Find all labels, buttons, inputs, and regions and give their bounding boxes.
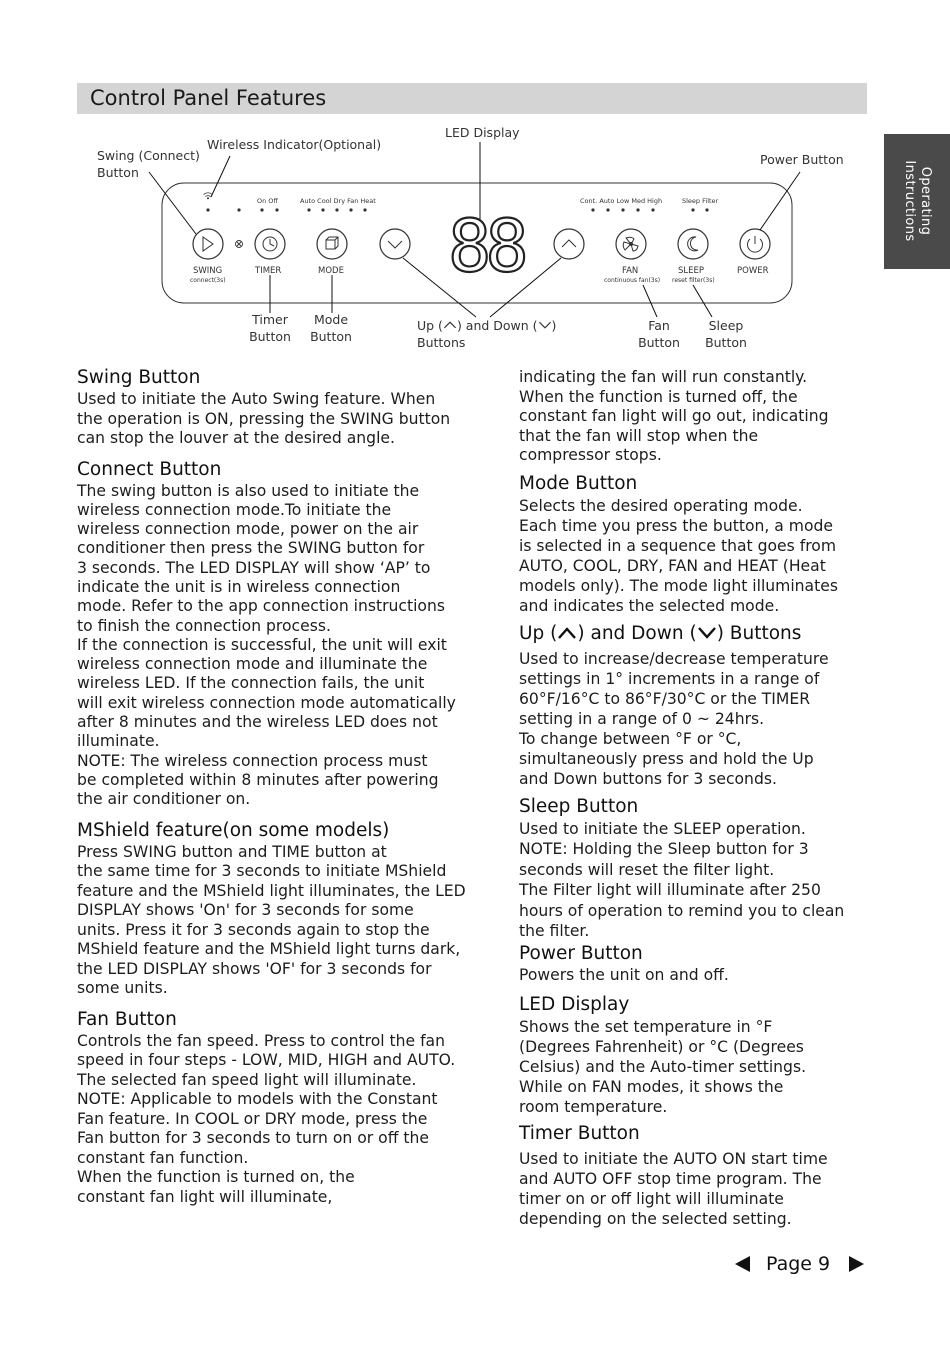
mshield-icon	[236, 241, 243, 248]
swing-leader	[149, 172, 196, 234]
section-body	[519, 649, 874, 789]
text-line: Celsius) and the Auto-timer settings.	[519, 1058, 807, 1076]
sleep-leader	[693, 285, 712, 317]
sleep-indicator-label: Sleep Filter	[682, 197, 719, 205]
section-body	[519, 1017, 874, 1117]
text-line: AUTO, COOL, DRY, FAN and HEAT (Heat	[519, 556, 826, 575]
chevron-up-icon	[562, 240, 576, 247]
indicator-dot	[636, 208, 639, 211]
text-line: constant fan light will go out, indicating	[519, 407, 829, 425]
section-body	[519, 966, 874, 986]
fan-indicator-label: Cont. Auto Low Med High	[580, 197, 663, 205]
text-line: some units.	[77, 979, 168, 998]
chevron-down-icon	[697, 626, 717, 640]
wireless-leader	[211, 156, 230, 197]
text-line: DISPLAY shows 'On' for 3 seconds for some	[77, 901, 414, 920]
fan-button-label: FAN	[622, 266, 639, 276]
text-line: NOTE: The wireless connection process must	[77, 751, 428, 770]
section-body	[519, 1149, 874, 1229]
swing-button-sublabel: connect(3s)	[190, 277, 226, 284]
section-title: Connect Button	[77, 458, 222, 480]
page-number: Page 9	[766, 1253, 831, 1275]
text-line: the filter.	[519, 922, 590, 940]
sleep-section	[519, 795, 874, 942]
text-line: 60°F/16°C to 86°F/30°C or the TIMER	[519, 689, 811, 708]
indicator-dot	[705, 208, 708, 211]
chevron-up-icon	[443, 320, 457, 330]
text-line: The swing button is also used to initiate the	[77, 481, 420, 500]
text-line: Fan button for 3 seconds to turn on or off the	[77, 1129, 430, 1148]
text-line: wireless connection mode, power on the air	[77, 520, 419, 539]
text-line: timer on or off light will illuminate	[519, 1190, 784, 1208]
indicator-dot	[606, 208, 609, 211]
text-line: the operation is ON, pressing the SWING button	[77, 409, 451, 428]
led-display-section	[519, 993, 874, 1117]
text-line: wireless connection mode.To initiate the	[77, 500, 392, 519]
text-line: room temperature.	[519, 1098, 668, 1116]
text-line: mode. Refer to the app connection instructions	[77, 597, 445, 616]
text-line: conditioner then press the SWING button for	[77, 539, 425, 558]
indicator-dot	[335, 208, 338, 211]
timer-button-label: TIMER	[255, 266, 282, 276]
text-line: NOTE: Applicable to models with the Constant	[77, 1090, 438, 1109]
mode-section	[519, 472, 874, 616]
text-line: the air conditioner on.	[77, 790, 251, 809]
swing-connect-callout: Swing (Connect) Button	[97, 148, 200, 180]
page-title: Control Panel Features	[90, 86, 327, 110]
text-line: the same time for 3 seconds to initiate MShield	[77, 862, 447, 881]
text-line: speed in four steps - LOW, MID, HIGH and AUTO.	[77, 1051, 456, 1070]
text-line: MShield feature and the MShield light turns dark,	[77, 940, 461, 959]
text-line: When the function is turned off, the	[519, 387, 798, 406]
section-body	[77, 390, 497, 449]
mode-button-shape	[317, 229, 347, 259]
timer-indicator-label: On Off	[257, 197, 278, 205]
swing-section	[77, 366, 497, 449]
control-panel-diagram	[0, 0, 950, 370]
up-button-shape	[554, 229, 584, 259]
text-line: illuminate.	[77, 732, 160, 751]
text-line: When the function is turned on, the	[77, 1168, 355, 1187]
text-line: will exit wireless connection mode automatically	[77, 693, 456, 712]
text-line: The Filter light will illuminate after 250	[519, 881, 821, 899]
up-down-callout: Up ( ) and Down ( ) Buttons	[417, 318, 557, 350]
sleep-button-callout: Sleep Button	[705, 318, 747, 350]
indicator-dot	[206, 208, 209, 211]
connect-section	[77, 458, 497, 810]
power-icon	[748, 236, 763, 252]
sleep-button-label: SLEEP	[678, 266, 704, 276]
section-title: Mode Button	[519, 472, 638, 494]
fan-continuation	[519, 368, 874, 466]
page-navigation	[735, 1250, 875, 1278]
indicator-dot	[349, 208, 352, 211]
moon-icon	[688, 237, 698, 251]
previous-page-arrow-icon[interactable]	[735, 1256, 750, 1272]
mshield-section	[77, 819, 497, 999]
text-line: Used to initiate the Auto Swing feature. When	[77, 390, 436, 408]
indicator-dot	[260, 208, 263, 211]
fan-leader	[643, 285, 657, 317]
text-line: indicate the unit is in wireless connection	[77, 577, 401, 596]
text-line: 3 seconds. The LED DISPLAY will show ‘AP’ to	[77, 558, 431, 577]
fan-button-callout: Fan Button	[638, 318, 680, 350]
next-page-arrow-icon[interactable]	[849, 1256, 864, 1272]
text-line: Used to initiate the SLEEP operation.	[519, 819, 806, 838]
text-line: While on FAN modes, it shows the	[519, 1078, 784, 1096]
text-line: Used to initiate the AUTO ON start time	[519, 1150, 828, 1168]
section-title: Power Button	[519, 942, 643, 964]
text-line: Powers the unit on and off.	[519, 965, 729, 984]
text-line: The selected fan speed light will illuminate.	[77, 1070, 417, 1089]
section-title: LED Display	[519, 994, 630, 1015]
indicator-dot	[307, 208, 310, 211]
sleep-button-shape	[678, 229, 708, 259]
up-down-section	[519, 622, 874, 789]
text-line: Controls the fan speed. Press to control the fan	[77, 1031, 445, 1050]
text-line: Used to increase/decrease temperature	[519, 649, 829, 668]
text-line: and Down buttons for 3 seconds.	[519, 769, 777, 788]
text-line: and AUTO OFF stop time program. The	[519, 1170, 822, 1188]
section-body	[77, 482, 497, 810]
swing-icon	[203, 237, 213, 251]
text-line: after 8 minutes and the wireless LED does not	[77, 713, 438, 732]
text-line: Shows the set temperature in °F	[519, 1018, 773, 1036]
indicator-dot	[363, 208, 366, 211]
indicator-dot	[621, 208, 624, 211]
fan-icon	[623, 237, 638, 251]
indicator-dot	[651, 208, 654, 211]
section-body	[77, 1032, 497, 1208]
text-line: If the connection is successful, the unit will exit	[77, 635, 447, 654]
text-line: simultaneously press and hold the Up	[519, 749, 814, 768]
clock-icon	[263, 237, 277, 251]
text-line: constant fan function.	[77, 1148, 249, 1167]
fan-button-sublabel: continuous fan(3s)	[604, 277, 661, 284]
text-line: units. Press it for 3 seconds again to stop the	[77, 920, 430, 939]
sleep-button-sublabel: reset filter(3s)	[672, 277, 715, 284]
led-display-digits: 88	[448, 204, 523, 288]
wireless-indicator-callout: Wireless Indicator(Optional)	[207, 137, 382, 152]
text-line: settings in 1° increments in a range of	[519, 669, 820, 688]
chevron-down-icon	[538, 320, 552, 330]
power-button-label: POWER	[737, 266, 769, 276]
text-line: setting in a range of 0 ~ 24hrs.	[519, 709, 765, 728]
fan-section	[77, 1008, 497, 1208]
text-line: feature and the MShield light illuminates, the LED	[77, 881, 466, 900]
power-section	[519, 942, 874, 986]
section-body	[519, 496, 874, 616]
text-line: compressor stops.	[519, 446, 662, 464]
text-line: To change between °F or °C,	[519, 729, 742, 748]
text-line: NOTE: Holding the Sleep button for 3	[519, 840, 809, 858]
mode-cube-icon	[326, 237, 338, 249]
text-line: Each time you press the button, a mode	[519, 516, 834, 535]
text-line: constant fan light will illuminate,	[77, 1187, 333, 1206]
mode-button-label: MODE	[318, 266, 344, 276]
text-line: wireless connection mode and illuminate the	[77, 655, 428, 674]
side-tab-label: Operating Instructions	[902, 160, 933, 242]
swing-button-label: SWING	[193, 266, 223, 276]
text-line: Press SWING button and TIME button at	[77, 842, 387, 861]
led-display-callout: LED Display	[445, 125, 520, 140]
indicator-dot	[275, 208, 278, 211]
section-title: Sleep Button	[519, 795, 639, 817]
power-leader	[760, 172, 800, 230]
down-button-shape	[380, 229, 410, 259]
section-body	[519, 819, 874, 942]
text-line: that the fan will stop when the	[519, 426, 759, 445]
mode-button-callout: Mode Button	[310, 312, 352, 344]
text-line: Selects the desired operating mode.	[519, 496, 803, 515]
left-column	[77, 366, 497, 1207]
text-line: wireless LED. If the connection fails, the unit	[77, 674, 425, 693]
section-body	[77, 843, 497, 999]
power-button-callout: Power Button	[760, 152, 844, 167]
text-line: can stop the louver at the desired angle.	[77, 429, 395, 447]
right-column	[519, 366, 874, 1229]
indicator-dot	[691, 208, 694, 211]
text-line: be completed within 8 minutes after powering	[77, 770, 439, 789]
section-title: Swing Button	[77, 367, 201, 388]
text-line: to finish the connection process.	[77, 616, 331, 635]
section-title: Up ( ) and Down ( ) Buttons	[519, 622, 802, 644]
text-line: (Degrees Fahrenheit) or °C (Degrees	[519, 1038, 804, 1056]
swing-button-shape	[193, 229, 223, 259]
chevron-up-icon	[557, 626, 577, 640]
chevron-down-icon	[388, 241, 402, 248]
text-line: the LED DISPLAY shows 'OF' for 3 seconds for	[77, 959, 432, 978]
section-title: Fan Button	[77, 1008, 177, 1030]
control-panel-drawing	[0, 0, 950, 370]
section-title: MShield feature(on some models)	[77, 819, 390, 841]
text-line: Fan feature. In COOL or DRY mode, press the	[77, 1109, 428, 1128]
section-title: Timer Button	[519, 1123, 640, 1144]
mode-indicator-label: Auto Cool Dry Fan Heat	[300, 197, 376, 205]
text-line: models only). The mode light illuminates	[519, 576, 838, 595]
text-line: indicating the fan will run constantly.	[519, 368, 808, 386]
text-line: depending on the selected setting.	[519, 1210, 792, 1228]
text-line: and indicates the selected mode.	[519, 596, 780, 615]
text-line: seconds will reset the filter light.	[519, 860, 775, 879]
timer-section	[519, 1122, 874, 1229]
text-line: is selected in a sequence that goes from	[519, 536, 837, 555]
indicator-dot	[321, 208, 324, 211]
indicator-dot	[237, 208, 240, 211]
text-line: hours of operation to remind you to clean	[519, 901, 845, 920]
timer-button-callout: Timer Button	[249, 312, 291, 344]
indicator-dot	[591, 208, 594, 211]
